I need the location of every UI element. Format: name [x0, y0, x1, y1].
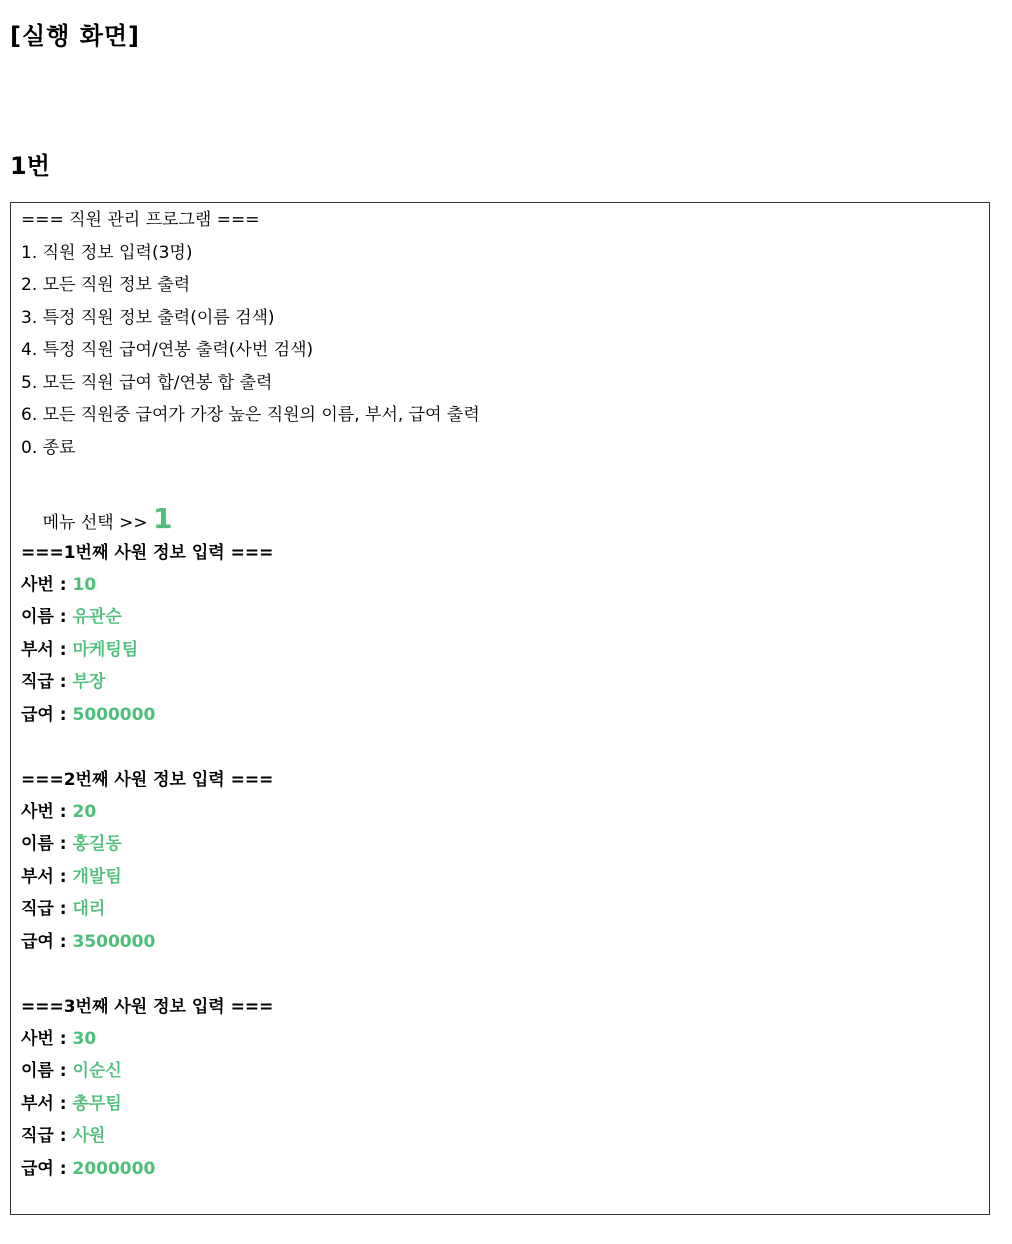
entry-name-line [21, 1059, 122, 1083]
entry-id-line [21, 1027, 96, 1051]
menu-item: 0. 종료 [21, 438, 76, 458]
entry-rank-line [21, 897, 105, 921]
entry-rank-line [21, 1124, 105, 1148]
entry-id-line [21, 573, 96, 597]
entry-rank-line [21, 670, 105, 694]
menu-choice-value: 1 [153, 502, 173, 535]
section-title: 1번 [10, 152, 50, 180]
salary-label: 급여 : [21, 705, 73, 725]
dept-label: 부서 : [21, 867, 73, 887]
salary-label: 급여 : [21, 932, 73, 952]
entry-dept-line [21, 1092, 122, 1116]
entry-header: ===1번째 사원 정보 입력 === [21, 543, 274, 563]
salary-label: 급여 : [21, 1159, 73, 1179]
name-label: 이름 : [21, 607, 73, 627]
page-title: [실행 화면] [10, 22, 141, 50]
salary-value: 3500000 [72, 932, 156, 952]
entry-name-line [21, 605, 122, 629]
dept-label: 부서 : [21, 1094, 73, 1114]
console-output-box [10, 202, 990, 1215]
id-label: 사번 : [21, 802, 73, 822]
id-label: 사번 : [21, 575, 73, 595]
entry-dept-line [21, 638, 138, 662]
id-label: 사번 : [21, 1029, 73, 1049]
name-value: 유관순 [72, 607, 122, 627]
rank-label: 직급 : [21, 1126, 73, 1146]
dept-value: 개발팀 [72, 867, 122, 887]
dept-label: 부서 : [21, 640, 73, 660]
rank-value: 사원 [72, 1126, 106, 1146]
dept-value: 마케팅팀 [72, 640, 139, 660]
dept-value: 총무팀 [72, 1094, 122, 1114]
name-value: 이순신 [72, 1061, 122, 1081]
menu-prompt-line [21, 471, 173, 535]
entry-salary-line [21, 703, 155, 727]
menu-item: 1. 직원 정보 입력(3명) [21, 243, 193, 263]
name-label: 이름 : [21, 834, 73, 854]
menu-item: 5. 모든 직원 급여 합/연봉 합 출력 [21, 373, 273, 393]
entry-dept-line [21, 865, 122, 889]
menu-item: 6. 모든 직원중 급여가 가장 높은 직원의 이름, 부서, 급여 출력 [21, 405, 480, 425]
rank-label: 직급 : [21, 899, 73, 919]
menu-item: 2. 모든 직원 정보 출력 [21, 275, 191, 295]
entry-header: ===2번째 사원 정보 입력 === [21, 770, 274, 790]
entry-salary-line [21, 930, 155, 954]
menu-prompt: 메뉴 선택 >> [42, 513, 154, 533]
entry-header: ===3번째 사원 정보 입력 === [21, 997, 274, 1017]
rank-value: 대리 [72, 899, 106, 919]
entry-salary-line [21, 1157, 155, 1181]
menu-item: 4. 특정 직원 급여/연봉 출력(사번 검색) [21, 340, 314, 360]
id-value: 10 [72, 575, 97, 595]
rank-label: 직급 : [21, 672, 73, 692]
entry-name-line [21, 832, 122, 856]
menu-header: === 직원 관리 프로그램 === [21, 210, 260, 230]
name-label: 이름 : [21, 1061, 73, 1081]
rank-value: 부장 [72, 672, 106, 692]
salary-value: 2000000 [72, 1159, 156, 1179]
entry-id-line [21, 800, 96, 824]
name-value: 홍길동 [72, 834, 122, 854]
menu-item: 3. 특정 직원 정보 출력(이름 검색) [21, 308, 275, 328]
id-value: 20 [72, 802, 97, 822]
id-value: 30 [72, 1029, 97, 1049]
salary-value: 5000000 [72, 705, 156, 725]
